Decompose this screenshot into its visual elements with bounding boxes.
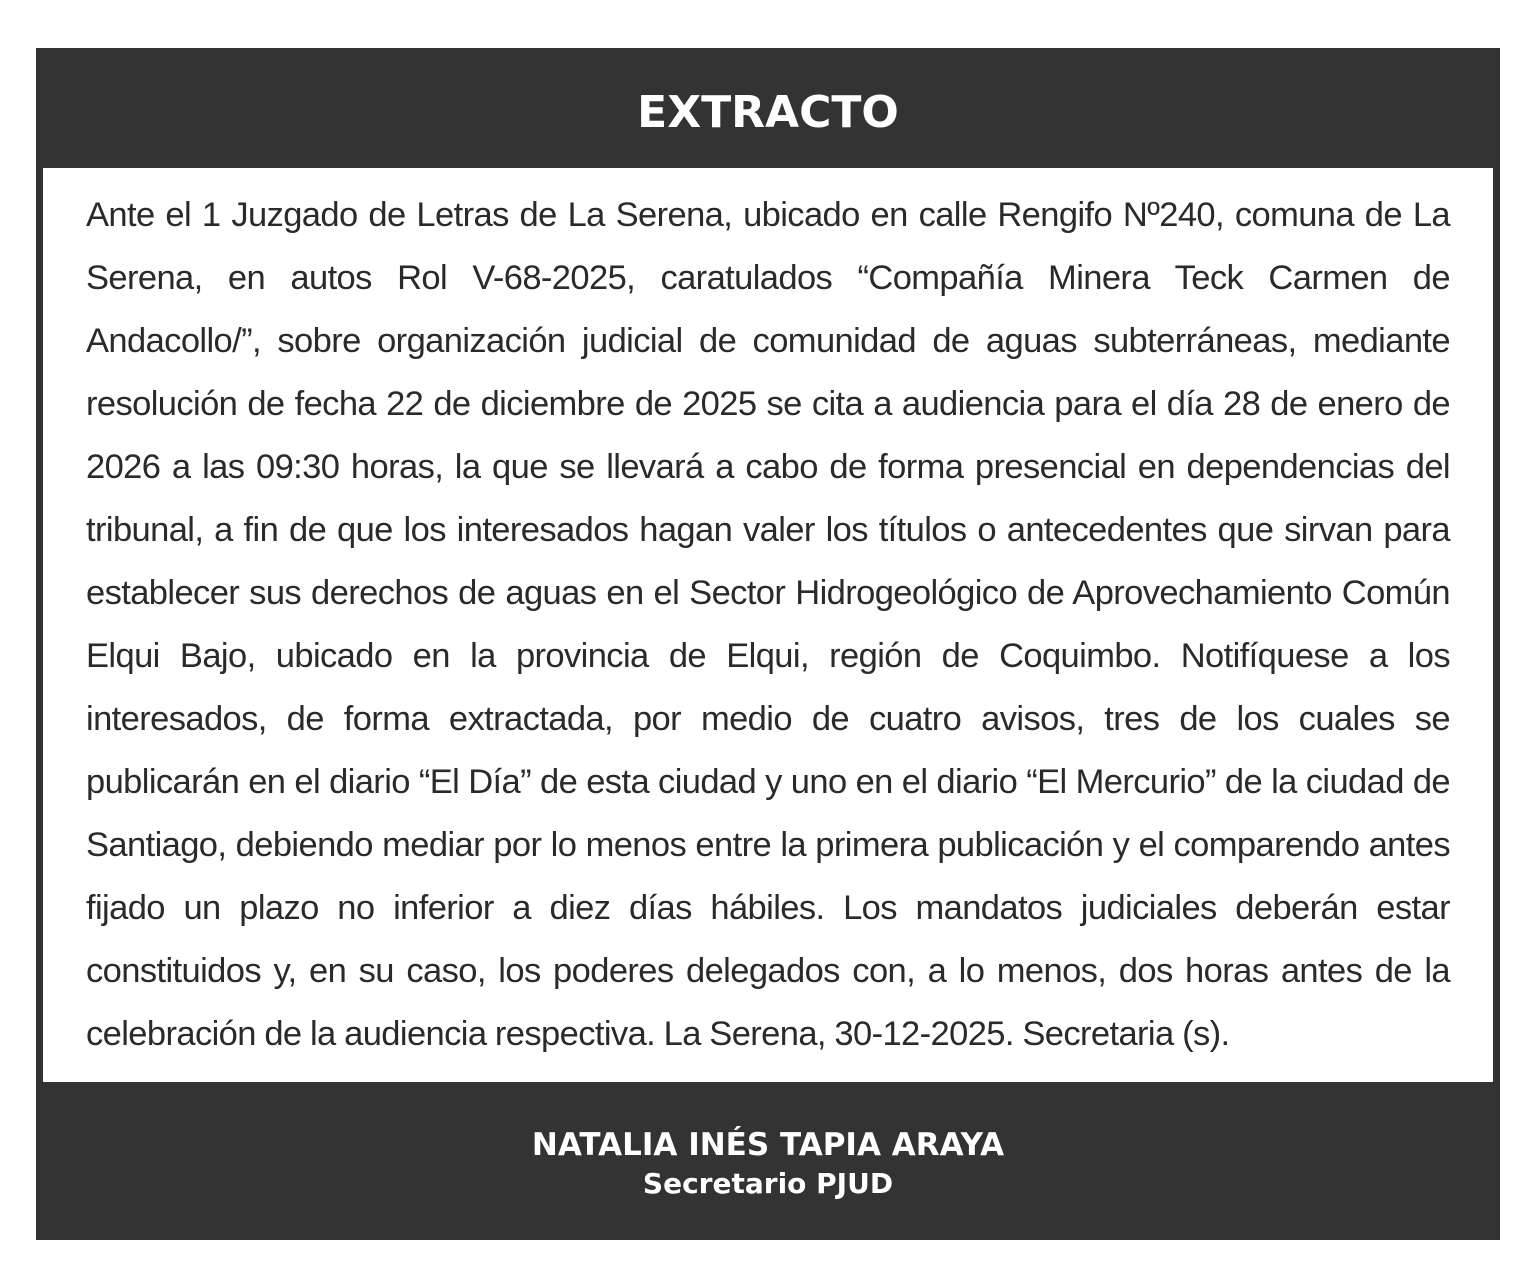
notice-title: EXTRACTO <box>637 86 899 138</box>
notice-footer <box>36 1082 1500 1240</box>
notice-header <box>36 48 1500 168</box>
notice-body-panel <box>43 168 1493 1082</box>
legal-notice <box>36 48 1500 1240</box>
signer-role: Secretario PJUD <box>642 1167 894 1200</box>
signer-name: NATALIA INÉS TAPIA ARAYA <box>531 1127 1005 1163</box>
notice-body-text: Ante el 1 Juzgado de Letras de La Serena, ubicado en calle Rengifo Nº240, comuna de La Serena, en autos Rol V-68-2025, caratulados “Compañía Minera Teck Carmen de Andacollo/”, sobre organización judicial de comunidad de aguas subterráneas, mediante resolución de fecha 22 de diciembre de 2025 se cita a audiencia para el día 28 de enero de 2026 a las 09:30 horas, la que se llevará a cabo de forma presencial en dependencias del tribunal, a fin de que los interesados hagan valer los títulos o antecedentes que sirvan para establecer sus derechos de aguas en el Sector Hidrogeológico de Aprovechamiento Común Elqui Bajo, ubicado en la provincia de Elqui, región de Coquimbo. Notifíquese a los interesados, de forma extractada, por medio de cuatro avisos, tres de los cuales se publicarán en el diario “El Día” de esta ciudad y uno en el diario “El Mercurio” de la ciudad de Santiago, debiendo mediar por lo menos entre la primera publicación y el comparendo antes fijado un plazo no inferior a diez días hábiles. Los mandatos judiciales deberán estar constituidos y, en su caso, los poderes delegados con, a lo menos, dos horas antes de la celebración de la audiencia respectiva. La Serena, 30-12-2025. Secretaria (s). <box>86 196 1450 1053</box>
